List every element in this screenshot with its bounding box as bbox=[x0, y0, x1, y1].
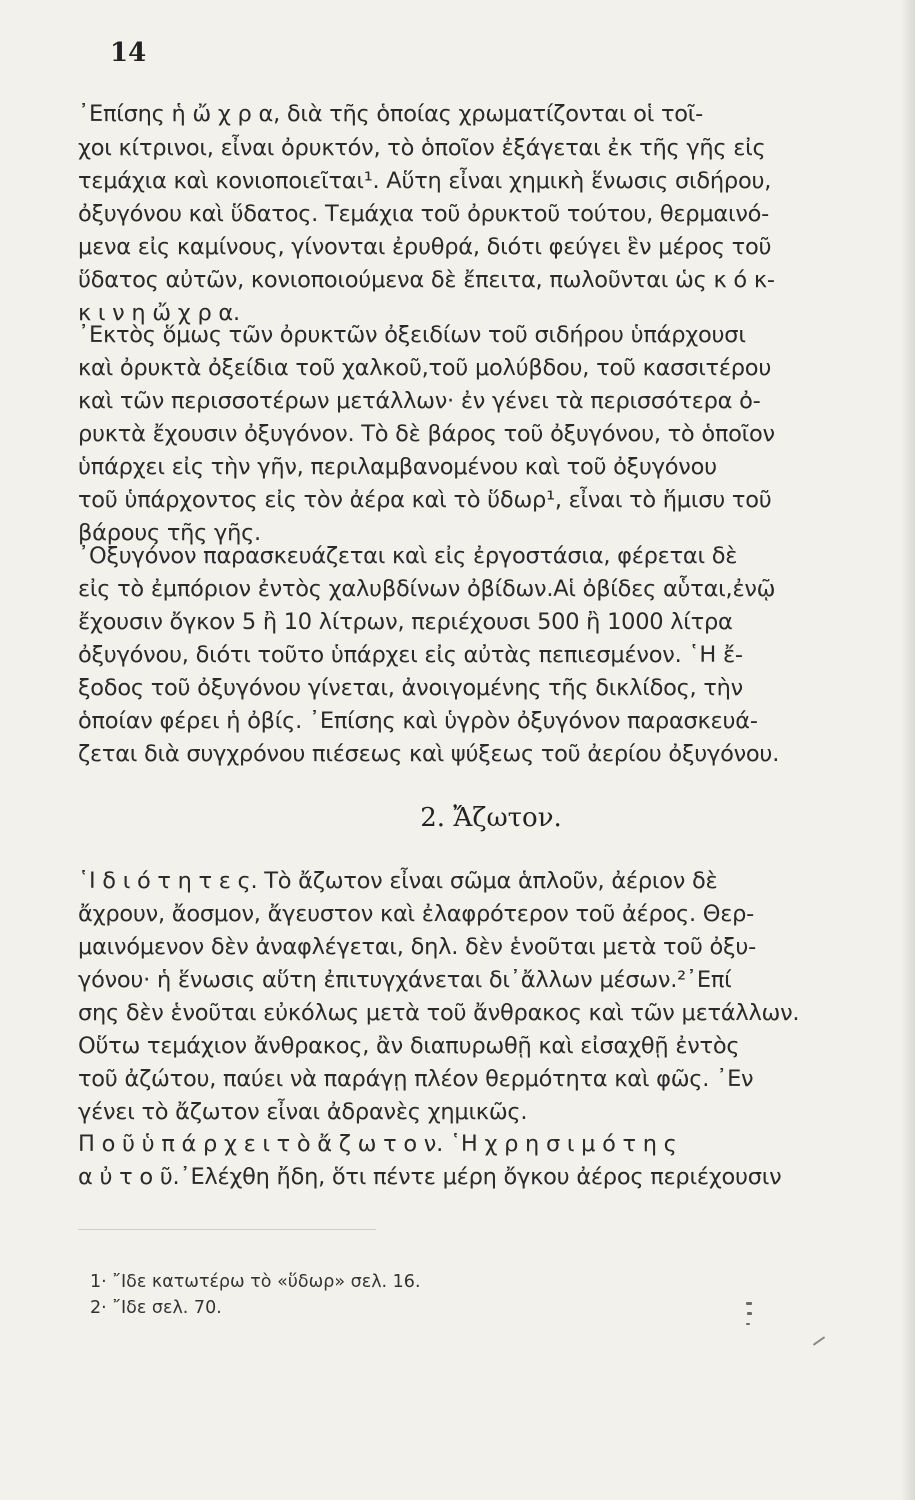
text-line: καὶ τῶν περισσοτέρων μετάλλων· ἐν γένει τὰ περισσότερα ὀ- bbox=[78, 388, 761, 414]
text-line: ῾Ι δ ι ό τ η τ ε ς. Τὸ ἄζωτον εἶναι σῶμα ἁπλοῦν, ἀέριον δὲ bbox=[78, 868, 718, 894]
text-line: ὕδατος αὐτῶν, κονιοποιούμενα δὲ ἔπειτα, πωλοῦνται ὡς κ ό κ- bbox=[78, 267, 775, 293]
text-line: ρυκτὰ ἔχουσιν ὀξυγόνον. Τὸ δὲ βάρος τοῦ ὀξυγόνου, τὸ ὁποῖον bbox=[78, 421, 775, 447]
text-line: γόνου· ἡ ἕνωσις αὕτη ἐπιτυγχάνεται δι᾿ἄλλων μέσων.²᾿Επί bbox=[78, 967, 732, 993]
text-line: ᾿Εκτὸς ὅμως τῶν ὀρυκτῶν ὀξειδίων τοῦ σιδήρου ὑπάρχουσι bbox=[78, 322, 746, 348]
text-line: τοῦ ἀζώτου, παύει νὰ παράγῃ πλέον θερμότητα καὶ φῶς. ᾿Εν bbox=[78, 1066, 754, 1092]
footnote-divider bbox=[78, 1229, 376, 1230]
text-line: ὁποίαν φέρει ἡ ὀβίς. ᾿Επίσης καὶ ὑγρὸν ὀξυγόνον παρασκευά- bbox=[78, 708, 758, 734]
ink-speck bbox=[746, 1302, 752, 1305]
page-edge-shadow bbox=[901, 0, 915, 1500]
ink-speck bbox=[746, 1323, 750, 1325]
text-line: ζεται διὰ συγχρόνου πιέσεως καὶ ψύξεως τοῦ ἀερίου ὀξυγόνου. bbox=[78, 741, 780, 767]
text-line: ξοδος τοῦ ὀξυγόνου γίνεται, ἀνοιγομένης τῆς δικλίδος, τὴν bbox=[78, 675, 743, 701]
text-line: τεμάχια καὶ κονιοποιεῖται¹. Αὕτη εἶναι χημικὴ ἕνωσις σιδήρου, bbox=[78, 168, 772, 194]
text-line: ὑπάρχει εἰς τὴν γῆν, περιλαμβανομένου καὶ τοῦ ὀξυγόνου bbox=[78, 454, 717, 480]
section-heading: 2. Ἄζωτον. bbox=[420, 803, 562, 833]
ink-speck bbox=[813, 1336, 826, 1346]
text-line: μενα εἰς καμίνους, γίνονται ἐρυθρά, διότι φεύγει ἓν μέρος τοῦ bbox=[78, 234, 772, 260]
footnote-1: 1· ῎Ιδε κατωτέρω τὸ «ὕδωρ» σελ. 16. bbox=[90, 1272, 421, 1292]
text-line: Π ο ῦ ὑ π ά ρ χ ε ι τ ὸ ἄ ζ ω τ ο ν. ῾Η χ ρ η σ ι μ ό τ η ς bbox=[78, 1131, 677, 1157]
text-line: καὶ ὀρυκτὰ ὀξείδια τοῦ χαλκοῦ,τοῦ μολύβδου, τοῦ κασσιτέρου bbox=[78, 355, 772, 381]
text-line: α ὐ τ ο ῦ.᾿Ελέχθη ἤδη, ὅτι πέντε μέρη ὄγκου ἀέρος περιέχουσιν bbox=[78, 1164, 782, 1190]
text-line: ἄχρουν, ἄοσμον, ἄγευστον καὶ ἐλαφρότερον τοῦ ἀέρος. Θερ- bbox=[78, 901, 755, 927]
text-line: ᾿Οξυγόνον παρασκευάζεται καὶ εἰς ἐργοστάσια, φέρεται δὲ bbox=[78, 543, 738, 569]
text-line: Οὕτω τεμάχιον ἄνθρακος, ἂν διαπυρωθῇ καὶ εἰσαχθῇ ἐντὸς bbox=[78, 1033, 740, 1059]
text-line: μαινόμενον δὲν ἀναφλέγεται, δηλ. δὲν ἑνοῦται μετὰ τοῦ ὀξυ- bbox=[78, 934, 756, 960]
text-line: χοι κίτρινοι, εἶναι ὀρυκτόν, τὸ ὁποῖον ἐξάγεται ἐκ τῆς γῆς εἰς bbox=[78, 135, 766, 161]
page-number: 14 bbox=[110, 38, 147, 68]
text-line: ἔχουσιν ὄγκον 5 ἢ 10 λίτρων, περιέχουσι 500 ἢ 1000 λίτρα bbox=[78, 609, 733, 635]
text-line: τοῦ ὑπάρχοντος εἰς τὸν ἀέρα καὶ τὸ ὕδωρ¹, εἶναι τὸ ἥμισυ τοῦ bbox=[78, 487, 772, 513]
text-line: κ ι ν η ὤ χ ρ α. bbox=[78, 300, 240, 326]
text-line: ὀξυγόνου, διότι τοῦτο ὑπάρχει εἰς αὐτὰς πεπιεσμένον. ῾Η ἔ- bbox=[78, 642, 743, 668]
text-line: γένει τὸ ἄζωτον εἶναι ἀδρανὲς χημικῶς. bbox=[78, 1099, 528, 1125]
text-line: σης δὲν ἑνοῦται εὐκόλως μετὰ τοῦ ἄνθρακος καὶ τῶν μετάλλων. bbox=[78, 1000, 800, 1026]
text-line: ᾿Επίσης ἡ ὤ χ ρ α, διὰ τῆς ὁποίας χρωματίζονται οἱ τοῖ- bbox=[78, 101, 704, 127]
text-line: βάρους τῆς γῆς. bbox=[78, 520, 261, 546]
text-line: ὀξυγόνου καὶ ὕδατος. Τεμάχια τοῦ ὀρυκτοῦ τούτου, θερμαινό- bbox=[78, 201, 770, 227]
footnote-2: 2· ῎Ιδε σελ. 70. bbox=[90, 1298, 222, 1318]
text-line: εἰς τὸ ἐμπόριον ἐντὸς χαλυβδίνων ὀβίδων.Αἱ ὀβίδες αὗται,ἐνῷ bbox=[78, 576, 776, 602]
ink-speck bbox=[747, 1312, 752, 1315]
